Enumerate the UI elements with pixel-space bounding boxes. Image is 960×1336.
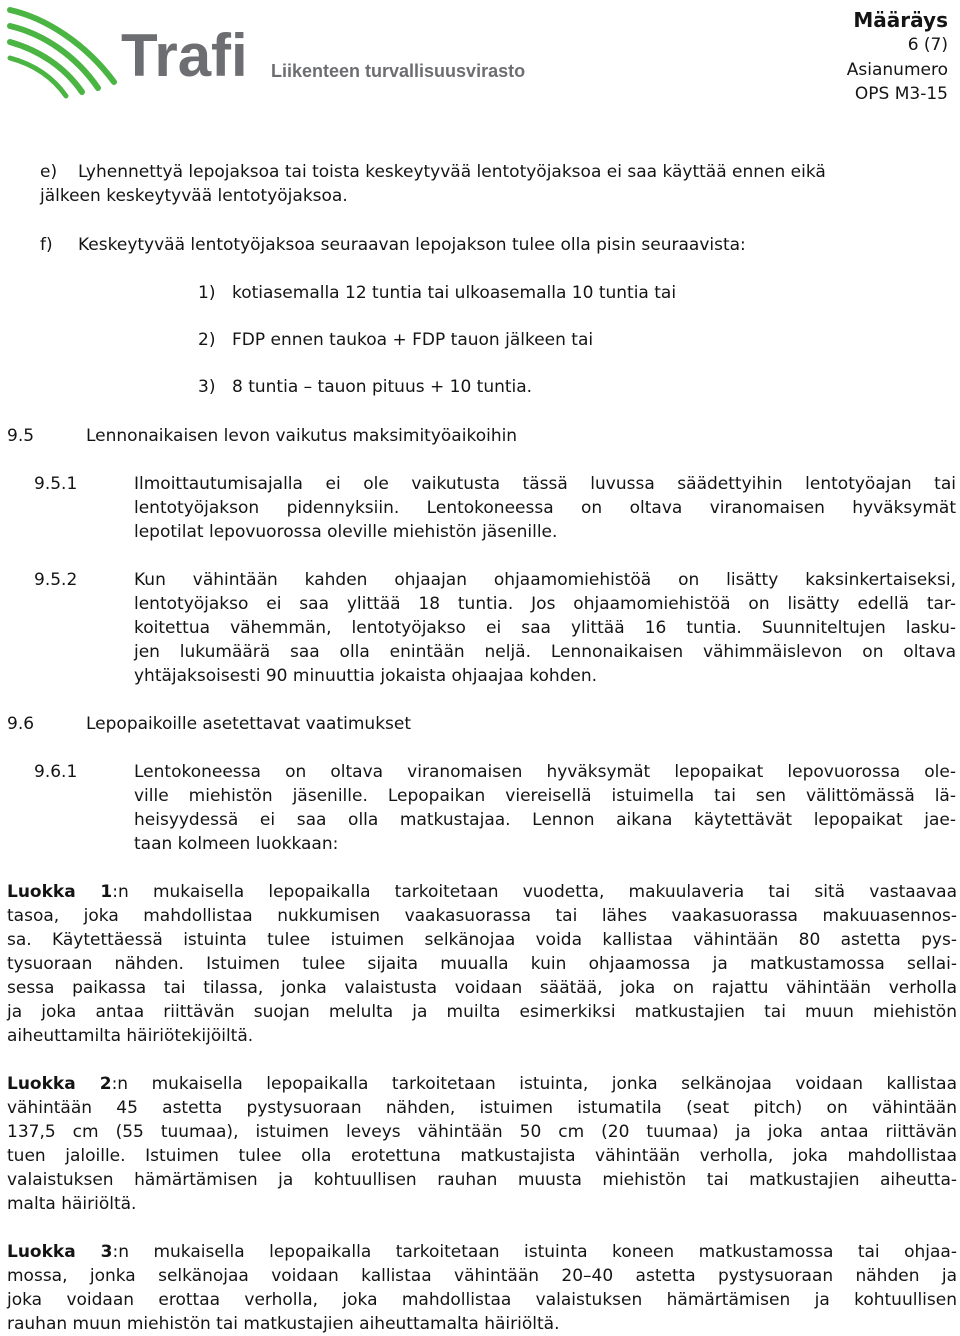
para-line: heisyydessä ei saa olla matkustajaa. Lennon aikana käytettävät lepopaikat jae-	[134, 810, 956, 830]
para-line: ja joka antaa riittävän suojan melulta ja muilta esimerkiksi matkustajien tai muun miehistön	[7, 1002, 957, 1022]
class-1-label: Luokka 1	[7, 882, 113, 902]
para-line: valaistuksen hämärtämisen ja kohtuullisen rauhan muusta miehistön tai matkustajien aiheutta-	[7, 1170, 957, 1190]
para-line: 137,5 cm (55 tuumaa), istuimen leveys vähintään 50 cm (20 tuumaa) ja joka antaa riittävän	[7, 1122, 957, 1142]
subitem-1-marker: 1)	[198, 283, 216, 303]
trafi-logo-graphic	[6, 4, 526, 104]
doc-type: Määräys	[853, 8, 948, 32]
para-line: jen lukumäärä saa olla enintään neljä. Lennonaikaisen vähimmäislevon on oltava	[134, 642, 956, 662]
class-3-line-1: :n mukaisella lepopaikalla tarkoitetaan istuinta koneen matkustamossa tai ohjaa-	[112, 1242, 957, 1262]
subitem-3-text: 8 tuntia – tauon pituus + 10 tuntia.	[232, 377, 533, 397]
para-line: sa. Käytettäessä istuinta tulee istuimen selkänojaa voida kallistaa vähintään 80 astetta pys-	[7, 930, 957, 950]
para-line: Ilmoittautumisajalla ei ole vaikutusta tässä luvussa säädettyihin lentotyöajan tai	[134, 474, 956, 494]
section-9-6-number: 9.6	[7, 714, 35, 734]
para-line: malta häiriöltä.	[7, 1194, 137, 1214]
para-line: aiheuttamilta häiriötekijöiltä.	[7, 1026, 254, 1046]
para-9-5-1-text	[134, 472, 956, 544]
para-line	[7, 1240, 957, 1264]
para-line: mossa, jonka selkänojaa voidaan kallistaa vähintään 20–40 astetta pystysuoraan nähden ja	[7, 1266, 957, 1286]
para-line: koitettua vähemmän, lentotyöjakso ei saa ylittää 16 tuntia. Suunniteltujen lasku-	[134, 618, 956, 638]
subitem-3-marker: 3)	[198, 377, 216, 397]
item-f-marker: f)	[40, 235, 53, 255]
class-2-label: Luokka 2	[7, 1074, 112, 1094]
para-9-5-1-number: 9.5.1	[34, 474, 78, 494]
para-line: lepotilat lepovuorossa oleville miehistön jäsenille.	[134, 522, 558, 542]
para-line: taan kolmeen luokkaan:	[134, 834, 339, 854]
para-9-6-1-number: 9.6.1	[34, 762, 78, 782]
para-line: lentotyöjakso ei saa ylittää 18 tuntia. Jos ohjaamomiehistöä on lisätty edellä tar-	[134, 594, 956, 614]
para-line: joka voidaan erottaa verholla, joka mahdollistaa valaistuksen hämärtämisen ja kohtuullisen	[7, 1290, 957, 1310]
class-3-text	[7, 1240, 957, 1336]
section-9-6-title: Lepopaikoille asetettavat vaatimukset	[86, 714, 412, 734]
para-line: tuen jaloille. Istuimen tulee olla erotettuna matkustajista vähintään verholla, joka mahdollistaa	[7, 1146, 957, 1166]
class-1-line-1: :n mukaisella lepopaikalla tarkoitetaan vuodetta, makuulaveria tai sitä vastaavaa	[112, 882, 957, 902]
para-line: Kun vähintään kahden ohjaajan ohjaamomiehistöä on lisätty kaksinkertaiseksi,	[134, 570, 956, 590]
class-2-line-1: :n mukaisella lepopaikalla tarkoitetaan istuinta, jonka selkänojaa voidaan kallistaa	[111, 1074, 958, 1094]
class-1-text	[7, 880, 957, 1048]
para-line: lentotyöjakson pidennyksiin. Lentokoneessa on oltava viranomaisen hyväksymät	[134, 498, 956, 518]
section-9-5-number: 9.5	[7, 426, 35, 446]
para-line: Lentokoneessa on oltava viranomaisen hyväksymät lepopaikat lepovuorossa ole-	[134, 762, 956, 782]
subitem-1-text: kotiasemalla 12 tuntia tai ulkoasemalla 10 tuntia tai	[232, 283, 677, 303]
ref-code: OPS M3-15	[854, 84, 948, 104]
item-e-line-2: jälkeen keskeytyvää lentotyöjaksoa.	[40, 186, 348, 206]
item-f-text: Keskeytyvää lentotyöjaksoa seuraavan lepojakson tulee olla pisin seuraavista:	[78, 235, 746, 255]
logo-swoosh-icon	[10, 10, 114, 96]
para-line	[7, 1072, 957, 1096]
page-number: 6 (7)	[907, 35, 948, 55]
ref-label: Asianumero	[846, 60, 948, 80]
para-line: sessa paikassa tai tilassa, jonka valaistusta voidaan säätää, joka on rajattu vähintään verholla	[7, 978, 957, 998]
class-2-text	[7, 1072, 957, 1216]
class-3-label: Luokka 3	[7, 1242, 113, 1262]
para-9-5-2-text	[134, 568, 956, 688]
para-line: rauhan muun miehistön tai matkustajien aiheuttamalta häiriöltä.	[7, 1314, 560, 1334]
para-line: vähintään 45 astetta pystysuoraan nähden, istuimen istumatila (seat pitch) on vähintään	[7, 1098, 957, 1118]
para-line: ville miehistön jäsenille. Lepopaikan viereisellä istuimella tai sen välittömässä lä-	[134, 786, 956, 806]
para-9-5-2-number: 9.5.2	[34, 570, 78, 590]
para-line: tysuoraan nähden. Istuimen tulee sijaita muualla kuin ohjaamossa ja matkustamossa sellai-	[7, 954, 957, 974]
item-e-line-1: Lyhennettyä lepojaksoa tai toista keskeytyvää lentotyöjaksoa ei saa käyttää ennen eikä	[78, 162, 826, 182]
subitem-2-marker: 2)	[198, 330, 216, 350]
para-line: yhtäjaksoisesti 90 minuuttia jokaista ohjaajaa kohden.	[134, 666, 598, 686]
trafi-logo	[6, 4, 526, 104]
para-line	[7, 880, 957, 904]
para-9-6-1-text	[134, 760, 956, 856]
logo-wordmark: Trafi	[121, 22, 248, 89]
logo-agency-name: Liikenteen turvallisuusvirasto	[271, 61, 526, 81]
section-9-5-title: Lennonaikaisen levon vaikutus maksimityöaikoihin	[86, 426, 518, 446]
item-e-marker: e)	[40, 162, 58, 182]
para-line: tasoa, joka mahdollistaa nukkumisen vaakasuorassa tai lähes vaakasuorassa makuuasennos-	[7, 906, 957, 926]
subitem-2-text: FDP ennen taukoa + FDP tauon jälkeen tai	[232, 330, 594, 350]
